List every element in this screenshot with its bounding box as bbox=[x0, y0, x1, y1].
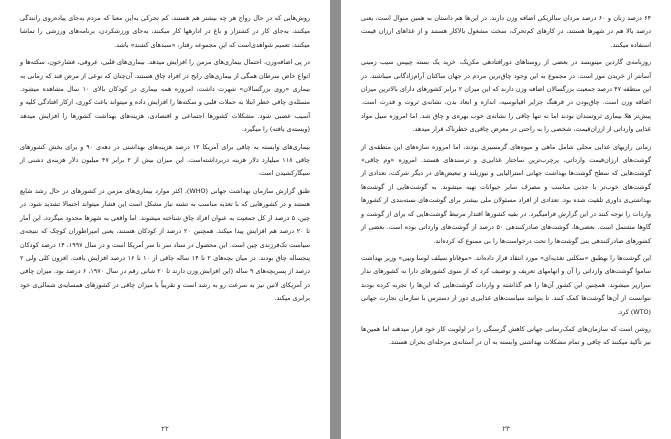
right-page bbox=[341, 0, 671, 439]
paragraph: بیماری‌های وابسته به چاقی برای آمریکا ۱۲ درصد هزینه‌های بهداشتی در دهه‌ی ۹۰ و برای بخش کشورهای چاقی ۱۱۸ میلیارد دلار هزینه دربرداشته‌است. این میزان بیش از ۲ برابر ۴۷ میلیون دلار هزینه‌ی دشنی از سیگارکشیدن است. bbox=[20, 142, 311, 178]
page-number: ۲۲ bbox=[161, 425, 169, 433]
left-page bbox=[0, 0, 330, 439]
paragraph: این گوشت‌ها را بهطبق «سکلتی تغذیه‌ای» مورد انتقاد قرار داده‌اند. «موفاتاو سیلف لوسا ویپی» وزیر بهداشت ساموا گوشت‌های وارداتی را آن و اتهامهای تعریف و توصیف کرد که از سوی کشورهای دارا به کشورهای ندار سرازیر میشوند. همچنین این کشور آن‌ها را هم گذاشته و واردات گوشت‌هایی که این‌ها را تجربه کرده بودند نتوانست از آن‌ها گوشت‌ها کمک کنند. تا بتوانند سیاست‌های غذایی‌ی دور از دسترس با سازمان تجارت جهانی (WTO) کرد. bbox=[361, 253, 651, 316]
paragraph: روزنامه‌ی گاردین مینویسد در بعضی از روستاهای دورافتادهی مکزیک، خرید یک بسته چیپس سیب زمینی آسانتر از خریدن موز است. در مجموع به این وجود چاق‌ترین مردم در جهان ساکنان آرام‌زادگانی میباشند. در این منطقه ۴۷ درصد جمعیت بزرگسالان اضافه وزن دارند که این میزان ۲ برابر کشورهای دارای بالاترین میزان اضافه وزن است. چاق‌بودن در فرهنگ جزایر اقیانوسیه، اندازه و ابعاد بدن، نشانه‌ی ثروت و قدرت است. پیش‌تر هلا بیماری ثروتمندان بودند اما نه تنها چاقی را نشانه‌ی خوب بهره‌ی و چاق شد. اما امروزه سیل مواد غذایی وارداتی از ارزان‌قیمت، شخصی را به راحتی در معرض چاقی‌ی خطرناک قرار میدهد. bbox=[361, 58, 651, 134]
paragraph: روش‌هایی که در حال رواج هر چه بیشتر هم هستند، کم تحرکی به‌این معنا که مردم به‌جای پیاده‌روی رانندگی میکنند، به‌جای کار در کشتزار و باغ در ادارهها کار میکنند، به‌جای ورزشکردن، برنامه‌های ورزشی را تماشا میکنند، تعمیم شواهدی‌است که این مجموعه رفتار، «سبدهای کشند» باشد. bbox=[20, 14, 310, 49]
paragraph: در پی اضافه‌وزن، احتمال بیماری‌های مزمن را افزایش میدهد. بیماری‌های قلبی، عروقی، فشارخون، سکته‌ها و انواع خاص سرطان همگی از بیماری‌های رایج در افراد چاق هستند. آن‌چنان که نوعی از مرض قند که زمانی به بیماری «روی بزرگسالان» شهرت داشت، امروزه همه بیماری در کودکان بالای ۱۰ سال مشاهده میشود. مسئله‌ی چاقی خطر ابتلا به حملات قلبی و سکته‌ها را افزایش داده و میتواند باعث کوری، ازکار افتادگی کلیه و آسیب عصبی شود. مشکلات کشورها اجتماعی و اقتصادی، هزینه‌های بهداشت کشورها را افزایش میدهد (ویسته‌ی یافته) را میگیرد. bbox=[20, 58, 311, 134]
paragraph: روشن است که سازمان‌های کمک‌رسانی جهانی کاهش گرسنگی را در اولویت کار خود قرار میدهند اما همین‌ها نیز تأکید میکنند که چاقی و تمام مشکلات بهداشتی وابسته به آن در آستانه‌ی مرحله‌ای بحران هستند. bbox=[361, 324, 651, 347]
paragraph: زمانی رازیهای غذایی محلی شامل ماهی و میوه‌های گرمسیری بودند، اما امروزه سازه‌های این منطقه‌ی از گوشت‌های ارزان‌قیمت وارداتی، پرچرب‌ترین ساختار غذایی‌ی و ترسندهای هستند. امروزه «وم چاقی» گوشت‌هایی که سطح گوشت‌ها بهداشت جهانی استرالیایی و نیوزیلند و تبعیض‌های در دیگر شرکت، تعدادی از گوشت‌های خوب‌تر با جذبی مناسب و مصرف سایر حیوانات تهیه میشوند. به گوشت‌هایی از گوشت‌ها بهداشتی‌ی داوری تلقیت شده بود. تعدادی از افراد مسئولان ملی بیشتر برای گوشت‌های بسته‌بندی از کشورها واردات را توجه کنند در این گزارش فرامیگیرد. در بقیه کشورها اقتدار مرتبط گوشت‌هایی که برای از گوشت و گاو‌ها مشتمل است. بعضی‌ها، گوشت‌های صادرکنندهی ۵۰ درصد از گوشت‌های وارداتی بوده است. بعضی از کشورهای صادرکنندهی بنی گوشت‌ها را تحت درخواست‌ها را بی‌ ممنوع که کرده‌اند. bbox=[361, 142, 651, 245]
paragraph: طبق گزارش سازمان بهداشت جهانی (WHO)، اکثر موارد بیماری‌های مزمن در کشورهای در حال رشد شایع هستند و در کشورهایی که با تغذیه مناسب به تشنه نیاز مشکل است این فشار میتواند احتمالا تشدید شود. در چین، ۵ درصد از کل جمعیت به عنوان افراد چاق شناخته میشوند. اما واقعی به شهرها محدود میگردد، این آمار تا ۲۰ درصد هم افزایش پیدا میکند. همچنین ۲۰ درصد از کودکان هستند، یعنی امپراطوران کوچک که نتیجه‌ی سیاست تک‌فرزندی چین است. این محصول در ستاد سر تا سر آمریکا است و در سال ۱۹۹۷، ۱۴ درصد کودکان پنجساله چاق بودند. در میان بچه‌های ۲ تا ۱۴ ساله چاقی از ۱۰ تا ۱۶ درصد افزایش یافت. افزون کلی ولی ۲ درصد از پسربچه‌های ۹ ساله (این افزایش وزن دارند تا ۲۰ شانی رقم در سال ۱۹۷۰، ۶ درصد بود. میزان چاقی در آمریکای لاتین نیز به سرعت رو به رشد است و تقریباً با میزان چاقی در کشورهای همسایه‌ی شمالی‌ی خود برابری میکند. bbox=[20, 186, 311, 303]
page-number: ۲۳ bbox=[502, 425, 510, 433]
paragraph: ۶۴ درصد زنان و ۶۰ درصد مردان سالزیکی اضافه وزن دارند. در این‌ها هم داستان به همین منوال است، یعنی درصد بالا هم در شهرها هستند، در کارهای کم‌تحرک، سخت مشغول بالاکار هستند و از غذاهای ارزان قیمت استفاده میکنند. bbox=[361, 14, 652, 49]
